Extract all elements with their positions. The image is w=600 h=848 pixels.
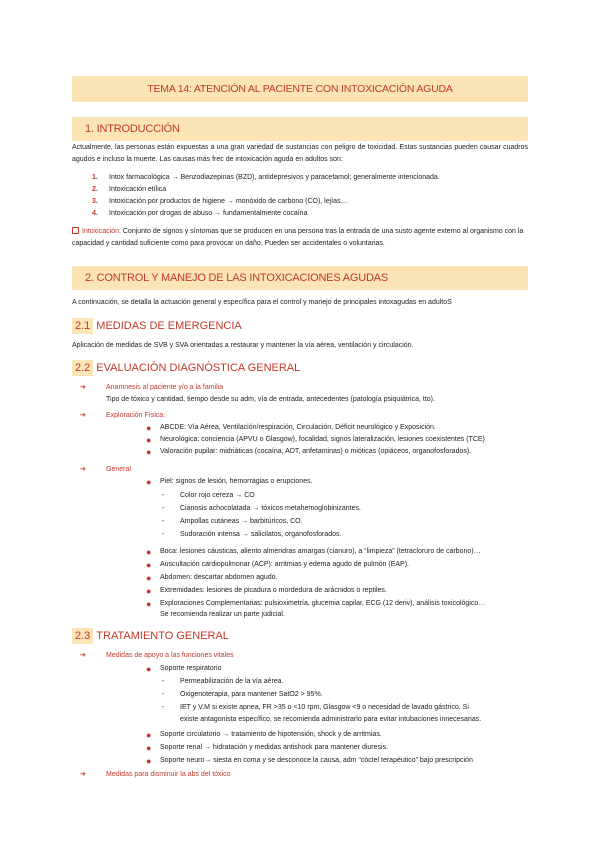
list-item: - IET y V.M si existe apnea, FR >35 o <10 rpm, Glasgow <9 o necesidad de lavado gástrico. Si	[162, 704, 469, 711]
arrow-icon: ➔	[80, 412, 86, 419]
list-item: 4. Intoxicación por drogas de abuso → fundamentalmente cocaína	[92, 210, 308, 217]
list-item: ● ABCDE: Vía Aérea, Ventilación/respiración, Circulación, Déficit neurológico y Exposición.	[146, 423, 436, 433]
section-heading-intro: 1. INTRODUCCIÓN	[72, 117, 528, 141]
subsection-2-1: 2.1 MEDIDAS DE EMERGENCIA	[72, 318, 242, 334]
bullet-icon: ●	[146, 756, 152, 766]
bullet-icon: ●	[146, 447, 152, 457]
bullet-icon: ●	[146, 477, 152, 487]
page-title: TEMA 14: ATENCIÓN AL PACIENTE CON INTOXICACIÓN AGUDA	[147, 83, 453, 95]
bullet-icon: ●	[146, 599, 152, 609]
list-item: ● Auscultación cardiopulmonar (ACP): arritmias y edema agudo de pulmón (EAP).	[146, 560, 410, 570]
list-item: ● Soporte respiratorio	[146, 664, 222, 674]
intro-list	[92, 172, 522, 220]
control-paragraph: A continuación, se detalla la actuación general y específica para el control y manejo de principales intoxagudas en adultoS	[72, 299, 452, 306]
bullet-icon: ●	[146, 435, 152, 445]
bullet-icon: ●	[146, 586, 152, 596]
section-heading-control: 2. CONTROL Y MANEJO DE LAS INTOXICACIONES AGUDAS	[72, 266, 528, 290]
bullet-icon: ●	[146, 743, 152, 753]
general-item: ➔ General	[80, 464, 131, 476]
arrow-icon: ➔	[80, 466, 86, 473]
resp-continuation: existe antagonista específico, se recomienda administrarlo para evitar intubaciones innecesarias.	[180, 716, 482, 723]
list-item: 2. Intoxicación etílica	[92, 186, 167, 193]
definition-note: Intoxicación: Conjunto de signos y síntomas que se producen en una persona tras la entrada de una susto agente externo al organismo con la capacidad y cantidad suficiente como para provocar un daño. Pueden ser accidentales o voluntarias.	[72, 228, 524, 247]
parte-judicial-text: Se recomienda realizar un parte judicial.	[160, 611, 285, 618]
disminuir-item: ➔ Medidas para disminuir la abs del tóxico	[80, 769, 231, 781]
list-item: ● Soporte neuro→ siesta en coma y se desconoce la causa, adm “cóctel terapéutico” bajo prescripción	[146, 756, 473, 766]
square-icon	[72, 227, 79, 234]
apoyo-item: ➔ Medidas de apoyo a las funciones vitales	[80, 650, 234, 662]
anamnesis-item: ➔ Anamnesis al paciente y/o a la familia	[80, 382, 223, 394]
exploracion-item: ➔ Exploración Física:	[80, 410, 165, 422]
list-item: ● Boca: lesiones cáusticas, aliento almendras amargas (cianuro), a “limpieza” (tetracloruro de carbono)…	[146, 547, 481, 557]
bullet-icon: ●	[146, 560, 152, 570]
anamnesis-text: Tipo de tóxico y cantidad, tiempo desde su adm, vía de entrada, antecedentes (patología psiquiátrica, tto).	[106, 396, 435, 403]
list-item: ● Soporte circulatorio → tratamiento de hipotensión, shock y de arritmias.	[146, 730, 382, 740]
list-item: ● Soporte renal → hidratación y medidas antishock para mantener diuresis.	[146, 743, 389, 753]
list-item: ● Exploraciones Complementarias: pulsioximetría, glucemia capilar, ECG (12 deriv), análisis toxicológico…	[146, 599, 486, 609]
bullet-icon: ●	[146, 730, 152, 740]
list-item: ● Neurológica: conciencia (APVU o Glasgow), focalidad, signos lateralización, lesiones coexistentes (TCE)	[146, 435, 485, 445]
list-item: ● Valoración pupilar: midriáticas (cocaína, ADT, anfetaminas) o mióticas (opiáceos, organofosforados).	[146, 447, 472, 457]
bullet-icon: ●	[146, 423, 152, 433]
arrow-icon: ➔	[80, 384, 86, 391]
intro-paragraph: Actualmente, las personas están expuestas a una gran variedad de sustancias con peligro de toxicidad. Estas sustancias pueden causar cuadros agudos e incluso la muerte. Las causas más frec de intoxicación aguda en adultos son:	[72, 144, 528, 163]
list-item: ● Extremidades: lesiones de picadura o mordedura de arácnidos o reptiles.	[146, 586, 387, 596]
list-item: - Color rojo cereza → CO	[162, 492, 255, 499]
bullet-icon: ●	[146, 664, 152, 674]
s21-text: Aplicación de medidas de SVB y SVA orientadas a restaurar y mantener la vía aérea, ventilación y circulación.	[72, 342, 414, 349]
list-item: - Ampollas cutáneas → barbitúricos, CO.	[162, 518, 303, 525]
bullet-icon: ●	[146, 573, 152, 583]
list-item: 1. Intox farmacológica → Benzodiazepinas (BZD), antidepresivos y paracetamol; generalmente intencionada.	[92, 174, 440, 181]
arrow-icon: ➔	[80, 771, 86, 778]
list-item: - Cianosis achocolatada → tóxicos metahemoglobinizantes.	[162, 505, 361, 512]
page-title-band	[72, 76, 528, 102]
list-item: - Oxigenoterapia, para mantener SatO2 > 95%.	[162, 691, 323, 698]
list-item: - Permeabilización de la vía aérea.	[162, 678, 284, 685]
list-item: ● Piel: signos de lesión, hemorragias o erupciones.	[146, 477, 313, 487]
bullet-icon: ●	[146, 547, 152, 557]
subsection-2-3: 2.3 TRATAMIENTO GENERAL	[72, 628, 229, 644]
list-item: - Sudoración intensa → salicilatos, organofosforados.	[162, 531, 342, 538]
subsection-2-2: 2.2 EVALUACIÓN DIAGNÓSTICA GENERAL	[72, 360, 300, 376]
arrow-icon: ➔	[80, 652, 86, 659]
list-item: ● Abdomen: descartar abdomen agudo.	[146, 573, 278, 583]
list-item: 3. Intoxicación por productos de higiene → monóxido de carbono (CO), lejías…	[92, 198, 348, 205]
